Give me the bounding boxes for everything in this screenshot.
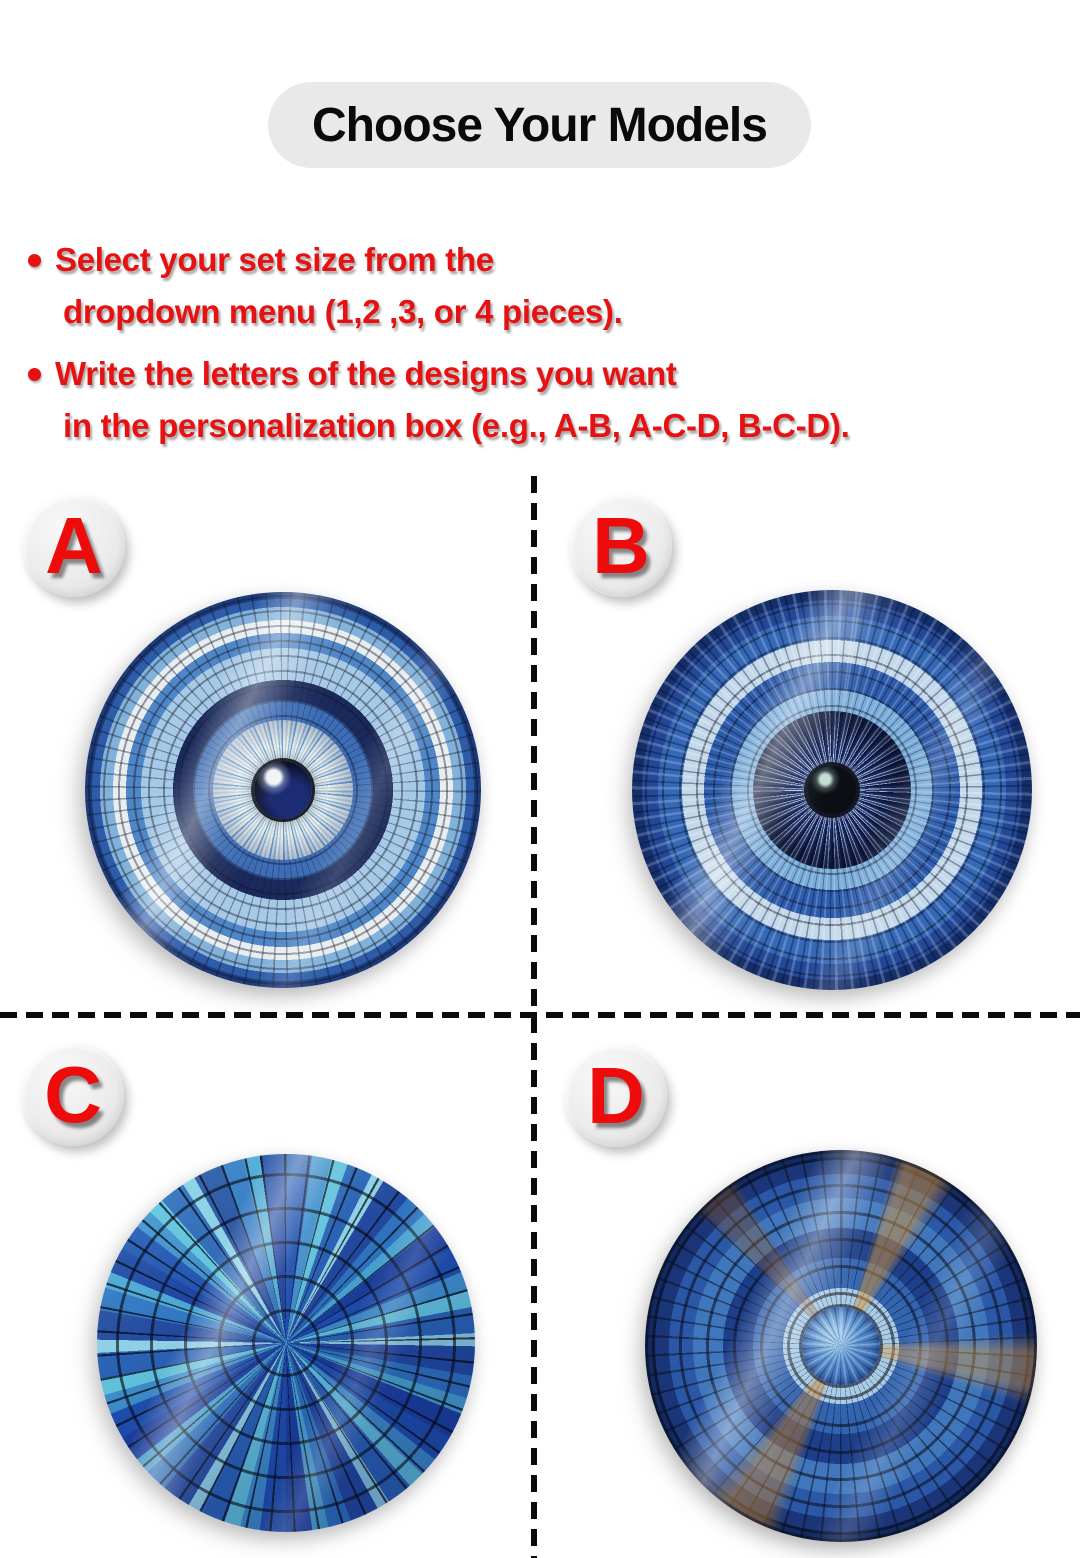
instruction-select-set-size	[28, 234, 622, 338]
model-a-label: A	[45, 501, 103, 590]
model-d-badge	[565, 1045, 667, 1147]
model-d-image	[645, 1150, 1037, 1542]
model-a-image	[85, 592, 481, 988]
instruction-line: Write the letters of the designs you want	[55, 355, 677, 392]
title-pill	[268, 82, 811, 168]
instruction-line: Select your set size from the	[55, 241, 494, 278]
model-b-label: B	[592, 501, 650, 590]
bullet-dot-icon	[28, 254, 41, 267]
model-d-label: D	[587, 1051, 645, 1140]
instruction-text	[55, 348, 849, 452]
instruction-line: dropdown menu (1,2 ,3, or 4 pieces).	[63, 293, 623, 330]
model-c-label: C	[44, 1050, 102, 1139]
horizontal-dashed-divider	[0, 1012, 1080, 1018]
model-c-image	[97, 1154, 475, 1532]
instruction-text	[55, 234, 622, 338]
page-title: Choose Your Models	[312, 98, 767, 152]
bullet-dot-icon	[28, 368, 41, 381]
model-b-image	[632, 590, 1032, 990]
model-a-badge	[23, 495, 125, 597]
model-a-pupil	[254, 761, 312, 819]
model-b-pupil	[808, 766, 856, 814]
instruction-line: in the personalization box (e.g., A-B, A-C-D, B-C-D).	[63, 407, 850, 444]
model-d-center-disc	[802, 1307, 880, 1385]
model-b-badge	[570, 495, 672, 597]
model-c-badge	[22, 1044, 124, 1146]
instruction-write-letters	[28, 348, 849, 452]
